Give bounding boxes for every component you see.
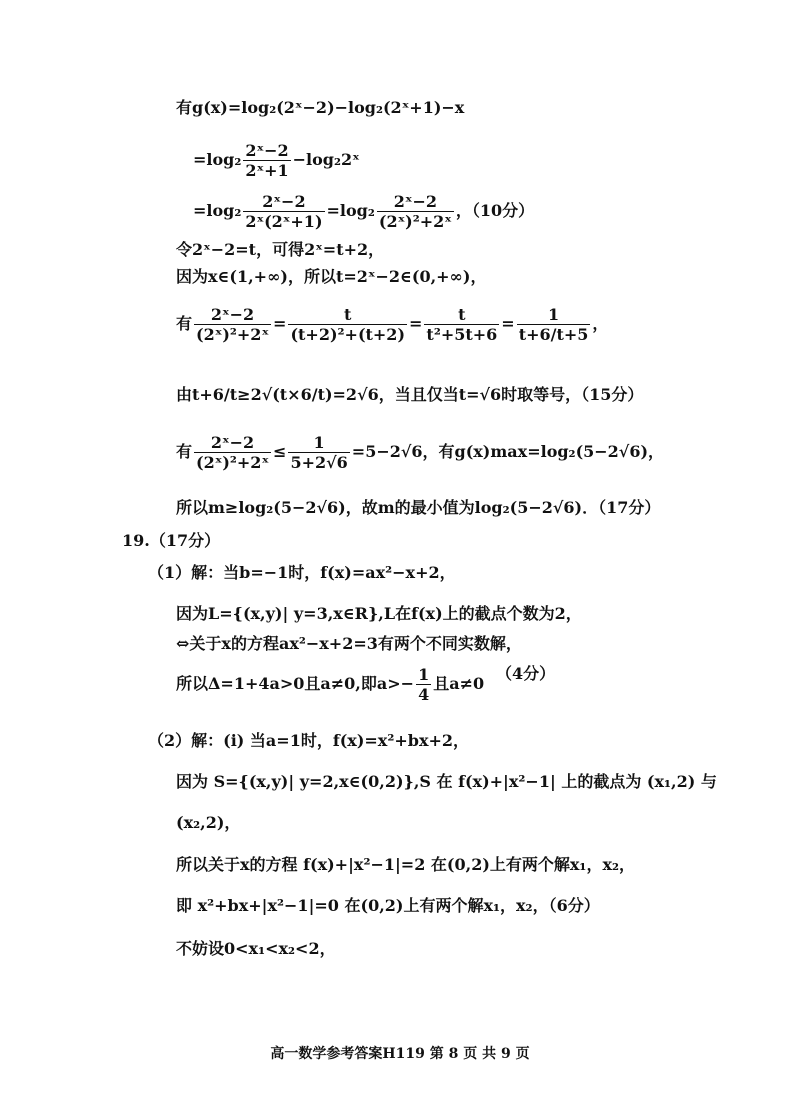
fraction: $\frac{t}{\text{(t+2)²+(t+2)}}$: [290, 305, 406, 344]
page-footer: 高一数学参考答案H119 第 8 页 共 9 页: [270, 1046, 530, 1062]
fraction: $\frac{t}{\text{t²+5t+6}}$: [426, 305, 498, 344]
line-range-t: 因为x∈(1,+∞)，所以t=2ˣ−2∈(0,+∞)，: [176, 267, 487, 286]
line-equivalence: ⇔关于x的方程ax²−x+2=3有两个不同实数解，: [176, 634, 522, 653]
fraction: $\frac{\text{2ˣ−2}}{\text{(2ˣ)²+2ˣ}}$: [196, 305, 270, 344]
line-g-definition: 有g(x)=log₂(2ˣ−2)−log₂(2ˣ+1)−x: [176, 98, 465, 117]
fraction: $\frac{1}{4}$: [418, 665, 430, 704]
fraction: $\frac{\text{2ˣ−2}}{\text{(2ˣ)²+2ˣ}}$: [378, 192, 452, 231]
line-discriminant: 所以Δ=1+4a>0且a≠0,即a>− $\frac{1}{4}$ 且a≠0: [176, 665, 485, 704]
fraction: $\frac{\text{2ˣ−2}}{\text{2ˣ+1}}$: [245, 141, 289, 180]
line-equation-restated: 即 x²+bx+|x²−1|=0 在(0,2)上有两个解x₁，x₂，（6分）: [176, 896, 600, 915]
line-am-gm: 由t+6/t≥2√(t×6/t)=2√6，当且仅当t=√6时取等号，（15分）: [176, 385, 644, 404]
line-conclusion: 所以m≥log₂(5−2√6)，故m的最小值为log₂(5−2√6)．（17分）: [176, 498, 661, 517]
line-assumption: 不妨设0<x₁<x₂<2，: [176, 939, 336, 958]
fraction: $\frac{\text{2ˣ−2}}{\text{2ˣ(2ˣ+1)}}$: [245, 192, 323, 231]
fraction: $\frac{1}{t+6/t+5}$: [518, 305, 589, 344]
score-note: （4分）: [496, 664, 556, 683]
fraction: $\frac{1}{5+2√6}$: [290, 433, 348, 472]
line-step-2: =log₂ $\frac{\text{2ˣ−2}}{\text{2ˣ+1}}$ −log₂2ˣ: [193, 141, 360, 180]
line-part1-start: （1）解：当b=−1时，f(x)=ax²−x+2，: [148, 563, 456, 582]
line-part2-start: （2）解：(i) 当a=1时，f(x)=x²+bx+2，: [148, 731, 470, 750]
line-two-solutions: 所以关于x的方程 f(x)+|x²−1|=2 在(0,2)上有两个解x₁，x₂，: [176, 855, 635, 874]
line-set-L: 因为L={(x,y)| y=3,x∈R},L在f(x)上的截点个数为2，: [176, 604, 582, 623]
line-fraction-chain: 有 $\frac{\text{2ˣ−2}}{\text{(2ˣ)²+2ˣ}}$ = $\frac{t}{\text{(t+2)²+(t+2)}}$ = $\frac{t}{\text{t²+5t+6}}$ = $\frac{1}{t+6/t+5}$ ，: [176, 305, 609, 344]
line-max-value: 有 $\frac{\text{2ˣ−2}}{\text{(2ˣ)²+2ˣ}}$ ≤ $\frac{1}{5+2√6}$ =5−2√6，有g(x)max=log₂(5−2√6)，: [176, 433, 665, 472]
line-point-x2: (x₂,2)，: [176, 813, 241, 832]
line-set-S: 因为 S={(x,y)| y=2,x∈(0,2)},S 在 f(x)+|x²−1| 上的截点为 (x₁,2) 与: [176, 772, 717, 791]
line-step-3: =log₂ $\frac{\text{2ˣ−2}}{\text{2ˣ(2ˣ+1)}}$ =log₂ $\frac{\text{2ˣ−2}}{\text{(2ˣ)²+2ˣ}}$ ，（10分）: [193, 192, 535, 231]
line-substitution: 令2ˣ−2=t，可得2ˣ=t+2，: [176, 240, 385, 259]
fraction: $\frac{\text{2ˣ−2}}{\text{(2ˣ)²+2ˣ}}$: [196, 433, 270, 472]
problem-19-heading: 19.（17分）: [122, 531, 221, 550]
